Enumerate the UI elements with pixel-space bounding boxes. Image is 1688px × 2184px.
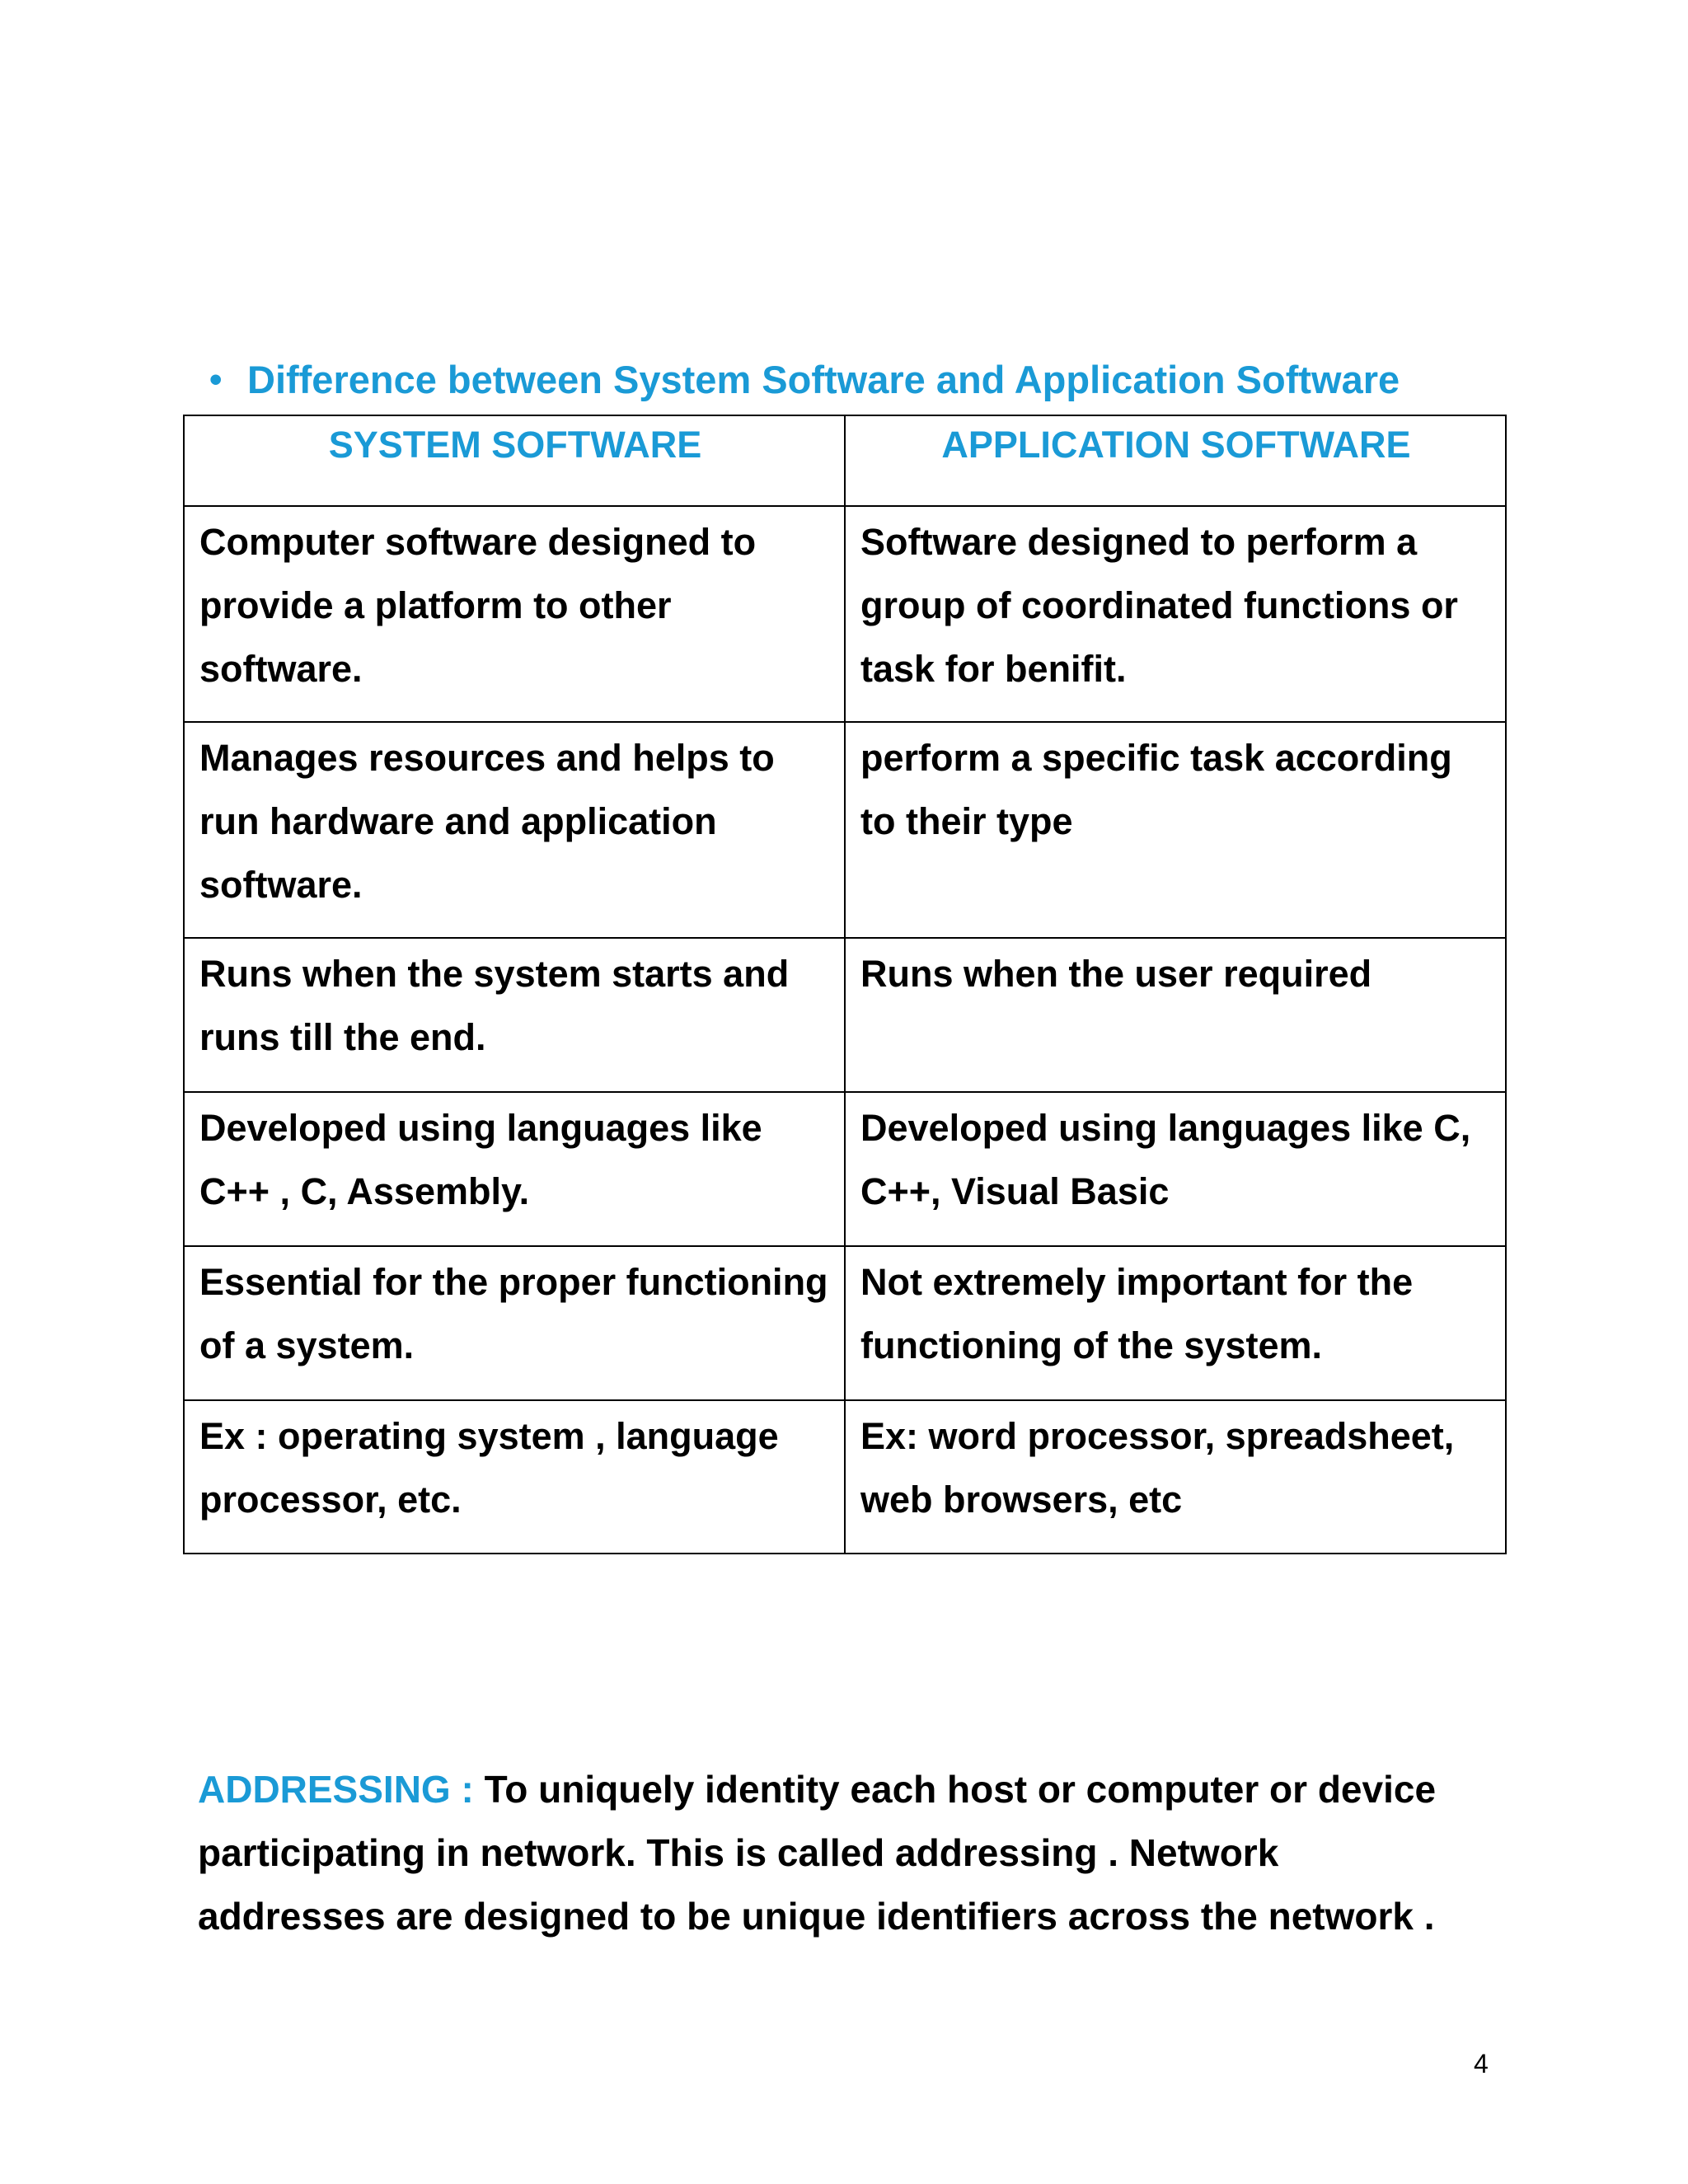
addressing-label: ADDRESSING : [198, 1768, 474, 1811]
table-row [184, 1400, 1506, 1554]
table-cell: Runs when the user required [845, 938, 1506, 1092]
table-cell: perform a specific task according to their type [845, 722, 1506, 938]
page-number: 4 [1474, 2049, 1489, 2079]
table-cell: Developed using languages like C, C++, Visual Basic [845, 1092, 1506, 1246]
table-header-row [184, 415, 1506, 506]
table-header-system: SYSTEM SOFTWARE [184, 415, 845, 506]
table-header-application: APPLICATION SOFTWARE [845, 415, 1506, 506]
table-cell: Computer software designed to provide a platform to other software. [184, 506, 845, 722]
comparison-table [183, 415, 1507, 1554]
table-row [184, 506, 1506, 722]
addressing-paragraph [198, 1758, 1533, 1948]
addressing-line-2: participating in network. This is called addressing . Network [198, 1831, 1279, 1874]
table-cell: Not extremely important for the functioning of the system. [845, 1246, 1506, 1400]
table-cell: Ex : operating system , language processor, etc. [184, 1400, 845, 1554]
table-cell: Manages resources and helps to run hardware and application software. [184, 722, 845, 938]
table-row [184, 1092, 1506, 1246]
table-cell: Runs when the system starts and runs till the end. [184, 938, 845, 1092]
addressing-line-1 [198, 1758, 1533, 1821]
table-cell: Essential for the proper functioning of a system. [184, 1246, 845, 1400]
section-heading [209, 351, 1400, 409]
table-row [184, 938, 1506, 1092]
table-cell: Developed using languages like C++ , C, Assembly. [184, 1092, 845, 1246]
heading-text: Difference between System Software and Application Software [247, 358, 1400, 401]
bullet-icon: • [209, 359, 223, 400]
table-cell: Ex: word processor, spreadsheet, web browsers, etc [845, 1400, 1506, 1554]
table-cell: Software designed to perform a group of coordinated functions or task for benifit. [845, 506, 1506, 722]
addressing-text-1: To uniquely identity each host or computer or device [484, 1768, 1437, 1811]
addressing-line-3: addresses are designed to be unique identifiers across the network . [198, 1895, 1435, 1938]
table-row [184, 1246, 1506, 1400]
table-row [184, 722, 1506, 938]
